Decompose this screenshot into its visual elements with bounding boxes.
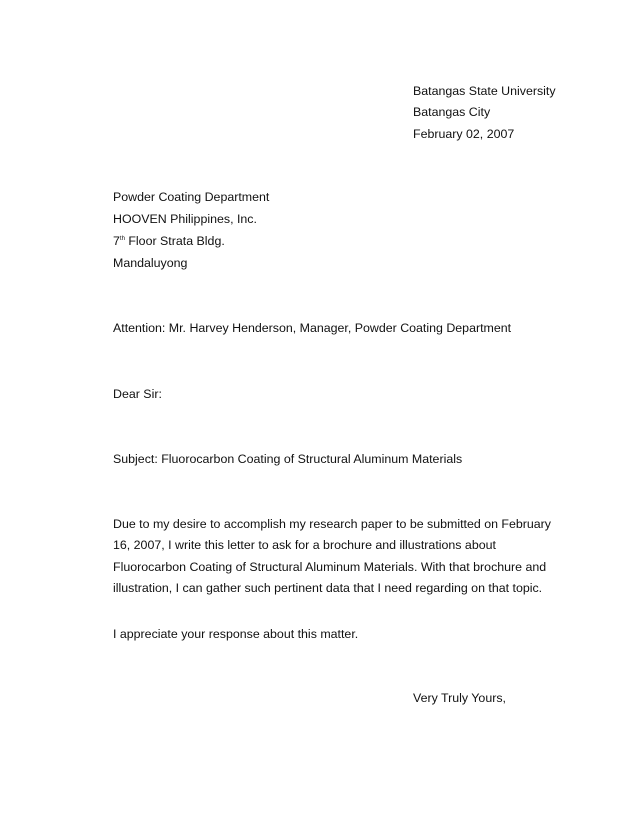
floor-number: 7 (113, 234, 120, 248)
attention-line: Attention: Mr. Harvey Henderson, Manager, Powder Coating Department (113, 321, 512, 335)
body-paragraph-1 (113, 514, 573, 599)
salutation: Dear Sir: (113, 387, 162, 401)
subject-line: Subject: Fluorocarbon Coating of Structural Aluminum Materials (113, 452, 463, 466)
letter-date: February 02, 2007 (413, 127, 515, 141)
recipient-department: Powder Coating Department (113, 190, 270, 204)
body-paragraph-1-line: illustration, I can gather such pertinent data that I need regarding on that topic. (113, 580, 543, 595)
floor-building: Floor Strata Bldg. (124, 234, 225, 248)
sender-organization: Batangas State University (413, 84, 556, 98)
body-paragraph-1-line: Fluorocarbon Coating of Structural Aluminum Materials. With that brochure and (113, 559, 547, 574)
sender-city: Batangas City (413, 105, 491, 119)
recipient-address-line (113, 233, 225, 249)
body-paragraph-1-line: 16, 2007, I write this letter to ask for a brochure and illustrations about (113, 538, 496, 553)
body-paragraph-2: I appreciate your response about this matter. (113, 627, 359, 641)
body-paragraph-1-line: Due to my desire to accomplish my research paper to be submitted on February (113, 517, 552, 531)
recipient-city: Mandaluyong (113, 256, 188, 270)
recipient-company: HOOVEN Philippines, Inc. (113, 212, 257, 226)
floor-ordinal-suffix: th (119, 236, 125, 242)
closing: Very Truly Yours, (413, 691, 506, 705)
